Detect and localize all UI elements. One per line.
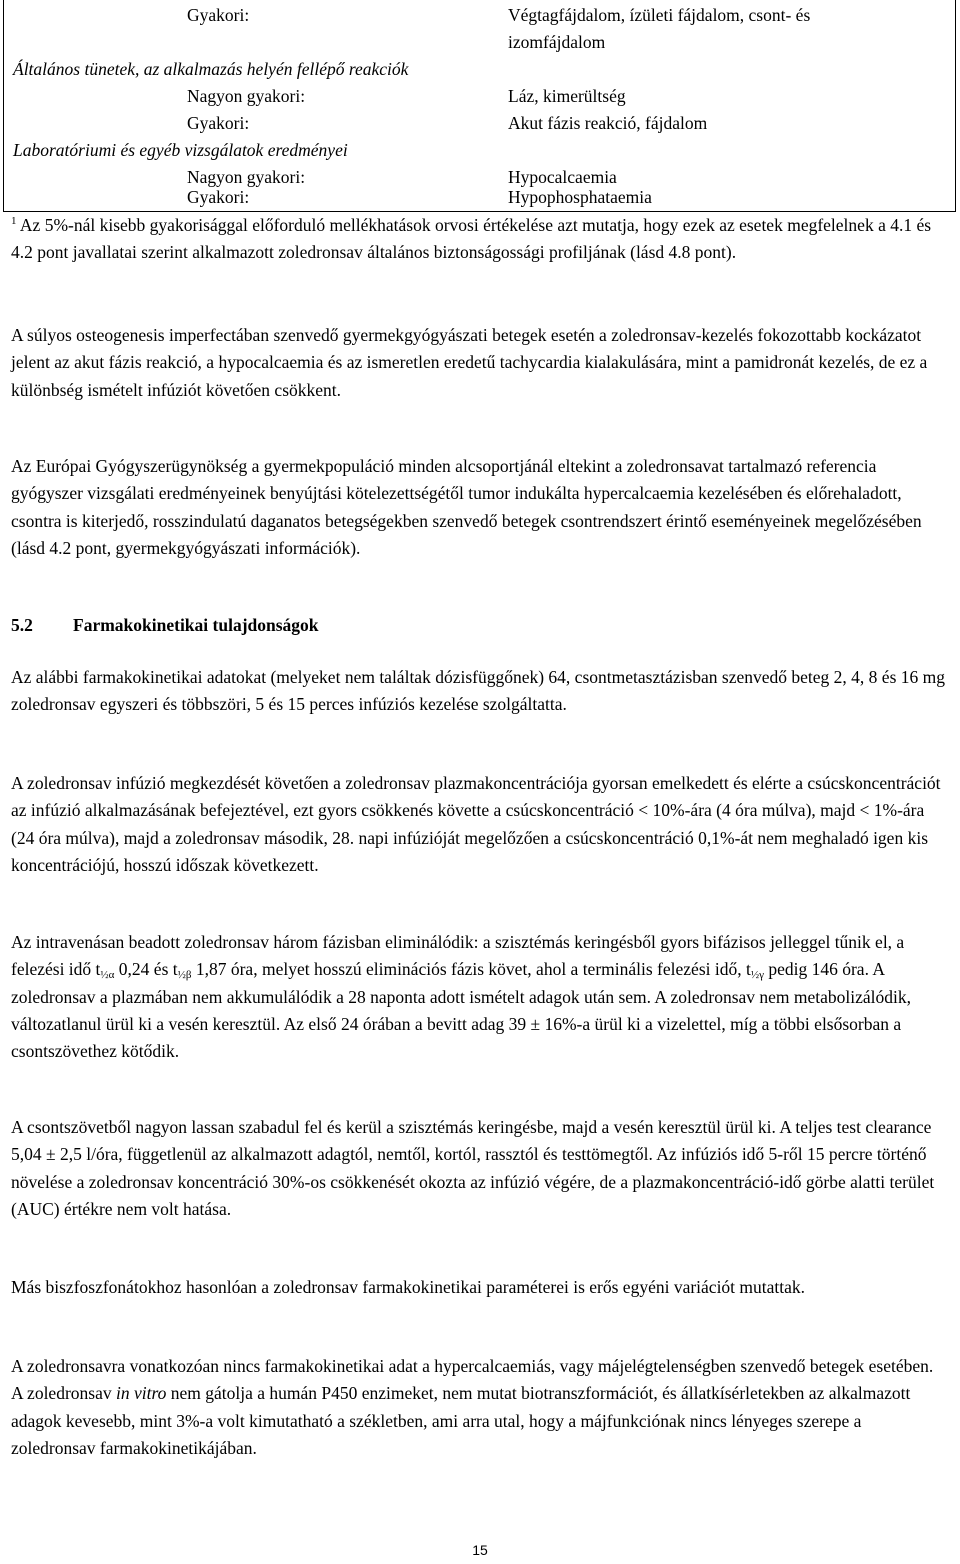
text-run: Az intravenásan beadott zoledronsav három fázisban eliminálódik: a szisztémás keringésből gyors bifázisos jelleggel tűnik el, a felezési idő t [11,932,905,980]
event-text: Hypocalcaemia [508,167,617,187]
text-run: nem gátolja a humán P450 enzimeket, nem mutat biotranszformációt, és állatkísérletekben az alkalmazott adagok kevesebb, mint 3%-a volt kimutatható a székletben, ami arra utal, hogy a májfunkciónak nincs lényeges szerepe a zoledronsav farmakokinetikájában. [11,1383,911,1458]
italic-text: in vitro [115,1383,167,1404]
event-text: Hypophosphataemia [508,187,652,207]
category-label: Laboratóriumi és egyéb vizsgálatok eredményei [13,140,348,160]
event-text: Akut fázis reakció, fájdalom [508,113,708,133]
table-category-row [4,137,955,164]
paragraph-half-lives [11,929,946,1065]
table-row [4,110,955,137]
footnote-marker: 1 [11,215,17,227]
subscript: ½α [100,969,115,982]
section-heading [11,612,319,639]
paragraph: Az alábbi farmakokinetikai adatokat (melyeket nem találtak dózisfüggőnek) 64, csontmetasztázisban szenvedő beteg 2, 4, 8 és 16 mg zoledronsav egyszeri és többszöri, 5 és 15 perces infúziós kezelése szolgáltatta. [11,667,945,715]
frequency-label: Gyakori: [187,187,250,207]
paragraph: A zoledronsav infúzió megkezdését követően a zoledronsav plazmakoncentrációja gyorsan emelkedett és elérte a csúcskoncentrációt az infúzió alkalmazásának befejeztével, ezt gyors csökkenés követte a csúcskoncentráció < 10%-ára (4 óra múlva), majd < 1%-ára (24 óra múlva), majd a zoledronsav második, 28. napi infúzióját megelőzően a csúcskoncentráció 0,1%-át nem meghaladó igen kis koncentrációjú, hosszú időszak következett. [11,773,941,875]
event-text: izomfájdalom [508,32,606,52]
paragraph: A csontszövetből nagyon lassan szabadul fel és kerül a szisztémás keringésbe, majd a vesén keresztül ürül ki. A teljes test clearance 5,04 ± 2,5 l/óra, függetlenül az alkalmazott adagtól, nemtől, kortól, rassztól és testtömegtől. Az infúziós idő 5-ről 15 percre történő növelése a zoledronsav koncentráció 30%-os csökkenését okozta az infúzió végére, de a plazmakoncentráció-idő görbe alatti terület (AUC) értékre nem volt hatása. [11,1117,935,1219]
frequency-label: Nagyon gyakori: [187,167,306,187]
event-text: Láz, kimerültség [508,86,626,106]
footnote-text: Az 5%-nál kisebb gyakorisággal előforduló mellékhatások orvosi értékelése azt mutatja, hogy ezek az esetek megfelelnek a 4.1 és 4.2 pont javallatai szerint alkalmazott zoledronsav általános biztonságossági profiljának (lásd 4.8 pont). [11,215,932,262]
adverse-reactions-table [3,0,956,212]
event-text: Végtagfájdalom, ízületi fájdalom, csont- és [508,5,811,25]
frequency-label: Gyakori: [187,113,250,133]
text-run: pedig 146 óra. A zoledronsav a plazmában nem akkumulálódik a 28 naponta adott ismételt adagok után sem. A zoledronsav nem metabolizálódik, változatlanul ürül ki a vesén keresztül. Az első 24 órában a bevitt adag 39 ± 16%-a ürül ki a vizelettel, míg a többi elsősorban a csontszövethez kötődik. [11,959,912,1062]
section-number: 5.2 [11,615,33,635]
table-category-row [4,56,955,83]
frequency-label: Gyakori: [187,5,250,25]
table-row [4,83,955,110]
section-title: Farmakokinetikai tulajdonságok [73,615,319,635]
frequency-label: Nagyon gyakori: [187,86,306,106]
paragraph: Más biszfoszfonátokhoz hasonlóan a zoledronsav farmakokinetikai paraméterei is erős egyéni variációt mutattak. [11,1277,806,1297]
table-footnote [11,212,941,266]
paragraph: A súlyos osteogenesis imperfectában szenvedő gyermekgyógyászati betegek esetén a zoledronsav-kezelés fokozottabb kockázatot jelent az akut fázis reakció, a hypocalcaemia és az ismeretlen eredetű tachycardia kialakulására, mint a pamidronát kezelés, de ez a különbség ismételt infúziót követően csökkent. [11,325,928,400]
table-row [4,2,955,29]
subscript: ½β [177,969,192,982]
table-row [4,29,955,56]
category-label: Általános tünetek, az alkalmazás helyén fellépő reakciók [13,59,409,79]
page-number: 15 [472,1542,488,1558]
table-row [4,184,955,211]
text-run: A zoledronsavra vonatkozóan nincs farmakokinetikai adat a hypercalcaemiás, vagy májelégtelenségben szenvedő betegek esetében. A zoledronsav [11,1356,934,1404]
paragraph-in-vitro [11,1353,946,1462]
subscript: ½γ [750,969,764,982]
paragraph: Az Európai Gyógyszerügynökség a gyermekpopuláció minden alcsoportjánál eltekint a zoledronsavat tartalmazó referencia gyógyszer vizsgálati eredményeinek benyújtási kötelezettségétől tumor indukálta hypercalcaemia kezelésében és előrehaladott, csontra is kiterjedő, rosszindulatú daganatos betegségekben szenvedő betegek csontrendszert érintő eseményeinek megelőzésében (lásd 4.2 pont, gyermekgyógyászati információk). [11,456,922,558]
text-run: 1,87 óra, melyet hosszú eliminációs fázis követ, ahol a terminális felezési idő, t [191,959,751,980]
text-run: 0,24 és t [114,959,178,980]
